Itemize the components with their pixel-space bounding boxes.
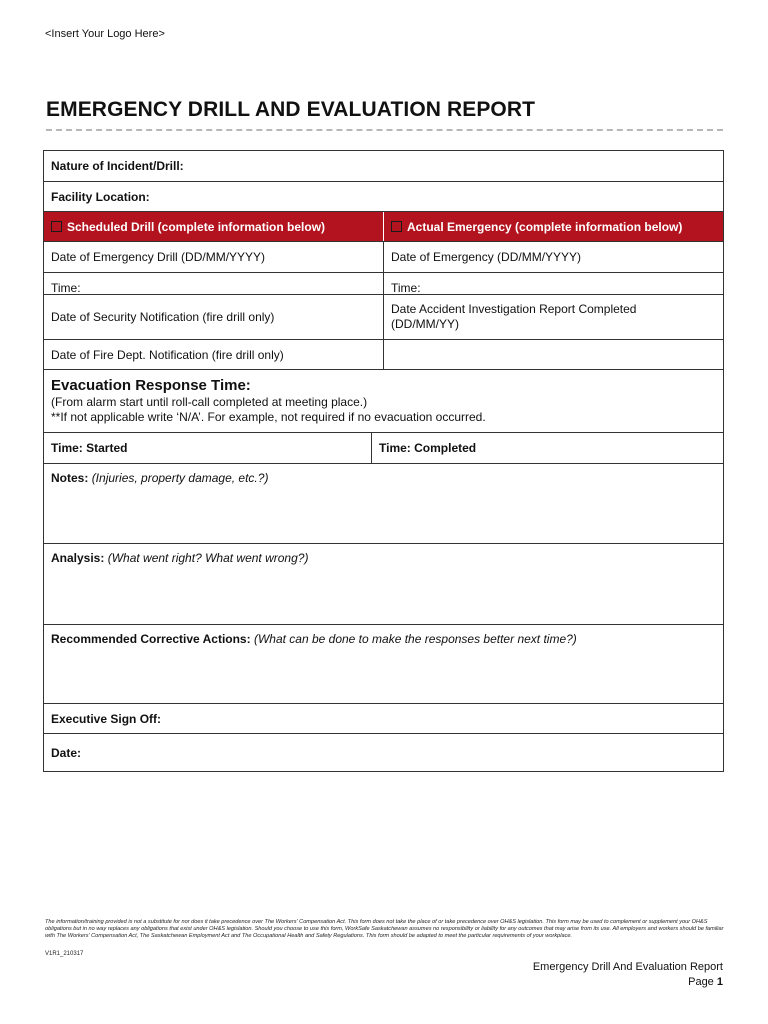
footer-disclaimer: The information/training provided is not a substitute for nor does it take precedence over The Workers' Compensation Act. This form does not take the place of or take precedence over OH&S legislation. This form may be used to complement or supplement your OH&S obligations but in no way replaces any obligations that exist under OH&S legislation. Should you choose to use this form, WorkSafe Saskatchewan assumes no responsibility or liability for any outcomes that may arise from its use. All employers and workers should be familiar with The Workers' Compensation Act, The Saskatchewan Employment Act and The Occupational Health and Safety Regulations. This form should be adapted to meet the particular requirements of your workplace. <box>45 919 724 940</box>
evac-time-row <box>44 433 723 464</box>
footer-doc-info <box>533 960 723 990</box>
footer-doc-title: Emergency Drill And Evaluation Report <box>532 961 723 973</box>
corrective-section <box>44 625 723 703</box>
footer-page-prefix: Page <box>688 976 714 988</box>
security-cell[interactable] <box>44 295 384 339</box>
scheduled-drill-option[interactable] <box>44 212 384 241</box>
accident-cell[interactable] <box>384 295 723 339</box>
evacuation-section <box>44 370 723 432</box>
actual-checkbox[interactable] <box>391 221 402 232</box>
time-left-cell[interactable] <box>44 273 384 294</box>
fire-dept-row <box>44 340 723 370</box>
notes-row[interactable] <box>44 464 723 544</box>
time-completed-label: Time: Completed <box>379 441 477 455</box>
type-header-row <box>44 212 723 242</box>
corrective-row[interactable] <box>44 625 723 704</box>
title-divider <box>46 129 723 131</box>
signoff-label: Executive Sign Off: <box>51 711 162 726</box>
facility-row[interactable] <box>44 182 723 212</box>
evacuation-heading: Evacuation Response Time: <box>51 377 251 394</box>
corrective-hint: (What can be done to make the responses better next time?) <box>253 632 577 646</box>
accident-label-line2: (DD/MM/YY) <box>391 317 459 331</box>
notes-hint: (Injuries, property damage, etc.?) <box>91 471 269 485</box>
signoff-row[interactable] <box>44 704 723 734</box>
time-started-cell[interactable] <box>44 433 372 463</box>
security-row <box>44 295 723 340</box>
footer-version: V1R1_210317 <box>45 951 84 957</box>
date-signoff-row[interactable] <box>44 734 723 771</box>
time-right-label: Time: <box>391 281 421 294</box>
blank-cell[interactable] <box>384 340 723 369</box>
time-row <box>44 273 723 295</box>
accident-label-line1: Date Accident Investigation Report Completed <box>391 302 637 316</box>
date-drill-cell[interactable] <box>44 242 384 272</box>
actual-label: Actual Emergency (complete information below) <box>407 219 683 234</box>
fire-dept-cell[interactable] <box>44 340 384 369</box>
analysis-hint: (What went right? What went wrong?) <box>107 551 309 565</box>
date-emergency-cell[interactable] <box>384 242 723 272</box>
nature-label: Nature of Incident/Drill: <box>51 159 184 173</box>
facility-label: Facility Location: <box>51 189 150 204</box>
time-left-label: Time: <box>51 281 81 294</box>
date-label: Date: <box>51 745 82 760</box>
security-label: Date of Security Notification (fire drill only) <box>51 310 275 324</box>
notes-section <box>44 464 723 543</box>
time-completed-cell[interactable] <box>372 433 723 463</box>
evacuation-note-2: **If not applicable write ‘N/A’. For example, not required if no evacuation occurred. <box>51 410 486 424</box>
page-title: EMERGENCY DRILL AND EVALUATION REPORT <box>46 98 536 121</box>
report-form <box>43 150 724 772</box>
date-row <box>44 242 723 273</box>
nature-row[interactable] <box>44 151 723 182</box>
actual-emergency-option[interactable] <box>384 212 723 241</box>
analysis-row[interactable] <box>44 544 723 625</box>
footer-page-number: 1 <box>716 976 723 988</box>
analysis-label: Analysis: <box>51 551 105 565</box>
footer-page <box>533 975 723 990</box>
evacuation-row <box>44 370 723 433</box>
fire-dept-label: Date of Fire Dept. Notification (fire drill only) <box>51 347 284 362</box>
time-started-label: Time: Started <box>51 441 128 455</box>
analysis-section <box>44 544 723 624</box>
date-emergency-label: Date of Emergency (DD/MM/YYYY) <box>391 250 582 264</box>
notes-label: Notes: <box>51 471 89 485</box>
evacuation-note-1: (From alarm start until roll-call completed at meeting place.) <box>51 395 368 409</box>
scheduled-checkbox[interactable] <box>51 221 62 232</box>
date-drill-label: Date of Emergency Drill (DD/MM/YYYY) <box>51 250 266 264</box>
logo-placeholder: <Insert Your Logo Here> <box>45 28 165 40</box>
scheduled-label: Scheduled Drill (complete information below) <box>67 219 326 234</box>
corrective-label: Recommended Corrective Actions: <box>51 632 251 646</box>
time-right-cell[interactable] <box>384 273 723 294</box>
